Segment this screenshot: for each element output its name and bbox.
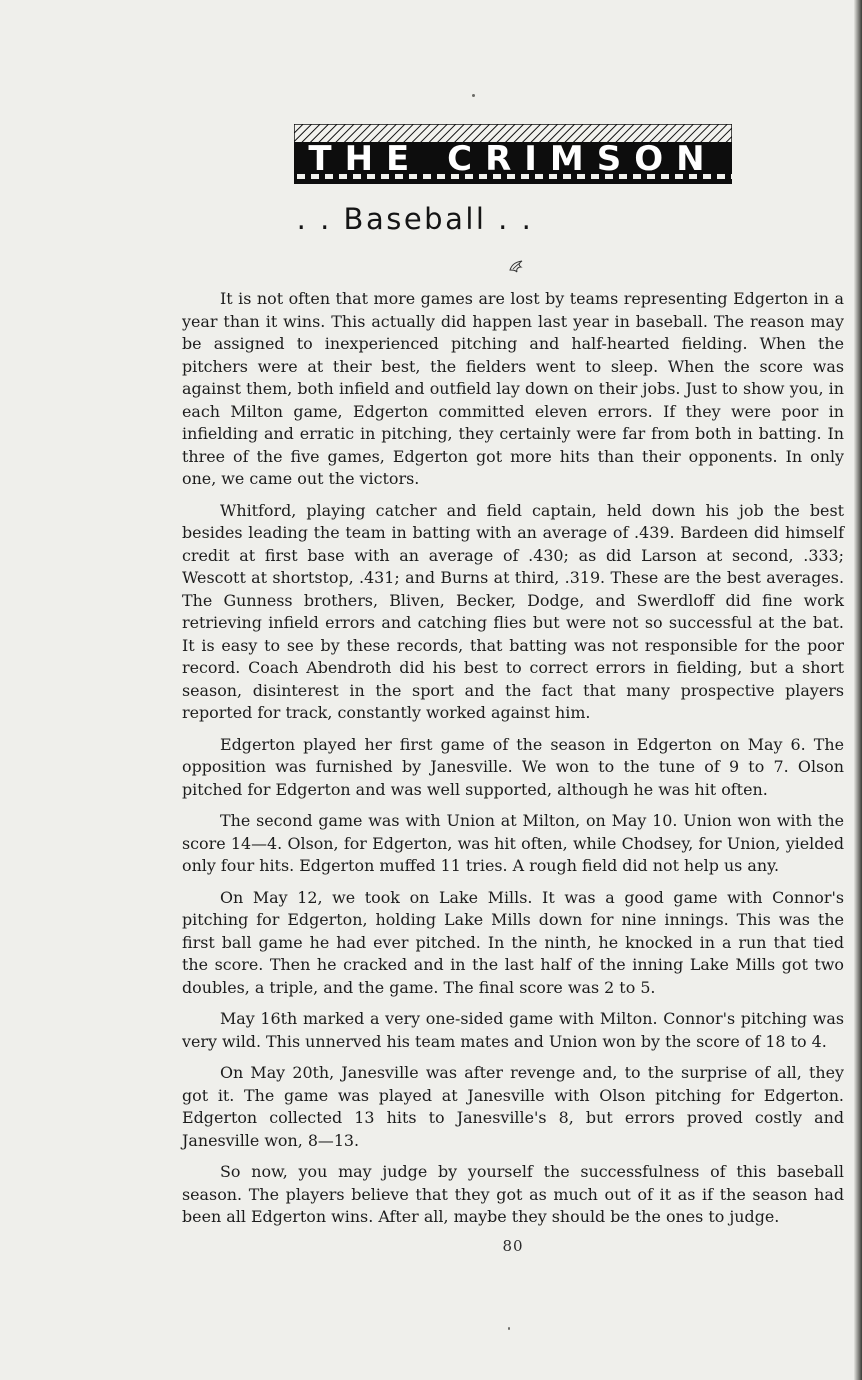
article-paragraph: The second game was with Union at Milton, on May 10. Union won with the score 14—4. Olson, for Edgerton, was hit often, while Chodsey, for Union, yielded only four hits. Edgerton muffed 11 tries. A rough field did not help us any. [182,811,844,875]
masthead-graphic [294,124,732,184]
fleuron-ornament-icon [508,258,524,274]
section-title: . . Baseball . . [296,202,534,236]
masthead-banner [294,124,732,184]
article-paragraph: May 16th marked a very one-sided game with Milton. Connor's pitching was very wild. This unnerved his team mates and Union won by the score of 18 to 4. [182,1009,844,1051]
article-body [182,288,844,1238]
article-paragraph: On May 12, we took on Lake Mills. It was a good game with Connor's pitching for Edgerton, holding Lake Mills down for nine innings. This was the first ball game he had ever pitched. In the ninth, he knocked in a run that tied the score. Then he cracked and in the last half of the inning Lake Mills got two doubles, a triple, and the game. The final score was 2 to 5. [182,887,844,997]
article-paragraph: So now, you may judge by yourself the successfulness of this baseball season. The players believe that they got as much out of it as if the season had been all Edgerton wins. After all, maybe they should be the ones to judge. [182,1162,844,1226]
article-paragraph: Whitford, playing catcher and field captain, held down his job the best besides leading the team in batting with an average of .439. Bardeen did himself credit at first base with an average of .430; as did Larson at second, .333; Wescott at shortstop, .431; and Burns at third, .319. These are the best averages. The Gunness brothers, Bliven, Becker, Dodge, and Swerdloff did fine work retrieving infield errors and catching flies but were not so successful at the bat. It is easy to see by these records, that batting was not responsible for the poor record. Coach Abendroth did his best to correct errors in fielding, but a short season, disinterest in the sport and the fact that many prospective players reported for track, constantly worked against him. [182,500,844,722]
page-number: 80 [502,1237,524,1255]
article-paragraph: It is not often that more games are lost by teams representing Edgerton in a year than it wins. This actually did happen last year in baseball. The reason may be assigned to inexperienced pitching and half-hearted fielding. When the pitchers were at their best, the fielders went to sleep. When the score was against them, both infield and outfield lay down on their jobs. Just to show you, in each Milton game, Edgerton committed eleven errors. If they were poor in infielding and erratic in pitching, they certainly were far from both in batting. In three of the five games, Edgerton got more hits than their opponents. In only one, we came out the victors. [182,289,844,488]
paper-speck [508,1327,510,1330]
page-edge [854,0,862,1380]
article-paragraph: Edgerton played her first game of the season in Edgerton on May 6. The opposition was furnished by Janesville. We won to the tune of 9 to 7. Olson pitched for Edgerton and was well supported, although he was hit often. [182,734,844,799]
masthead-title: THE CRIMSON [308,139,718,179]
paper-speck [472,94,475,97]
article-paragraph: On May 20th, Janesville was after revenge and, to the surprise of all, they got it. The game was played at Janesville with Olson pitching for Edgerton. Edgerton collected 13 hits to Janesville's 8, but errors proved costly and Janesville won, 8—13. [182,1063,844,1150]
